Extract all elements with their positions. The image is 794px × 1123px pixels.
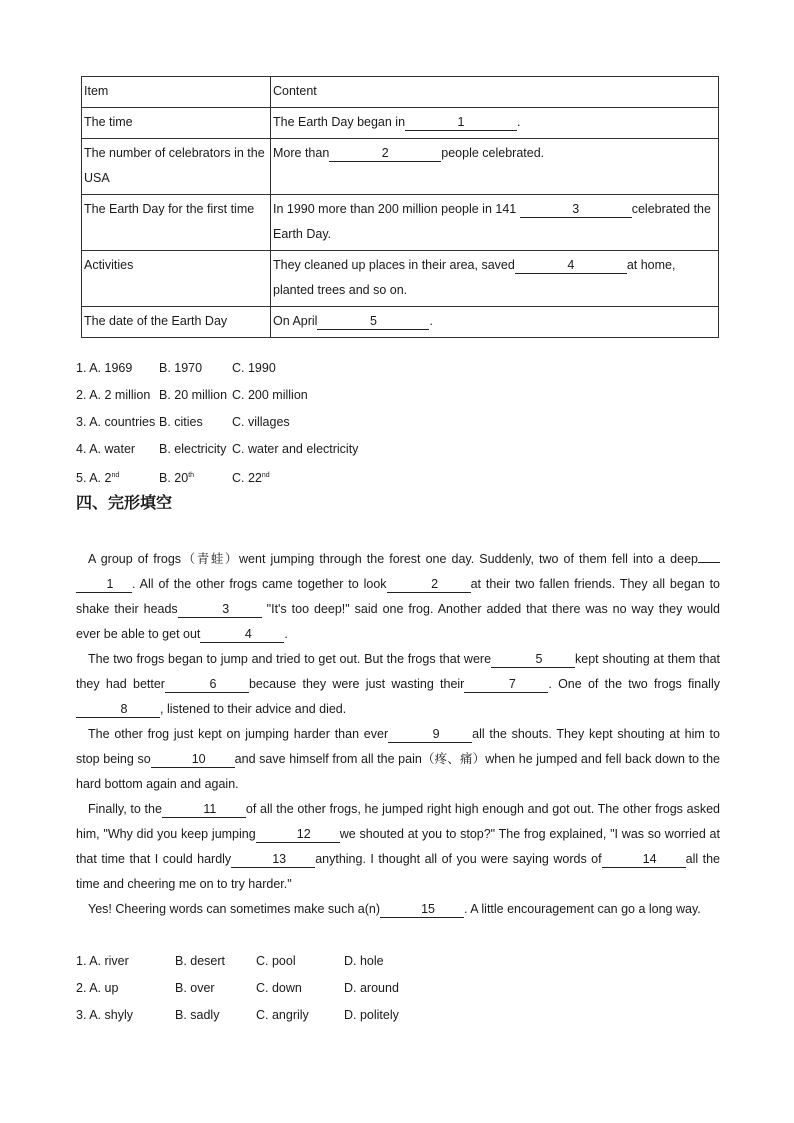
option-b: B. cities [159, 415, 203, 429]
answer-blank: 13 [231, 852, 315, 868]
answer-blank: 4 [515, 258, 627, 274]
answer-blank: 11 [162, 802, 246, 818]
table-row [82, 108, 719, 139]
option-b: B. 20th [159, 471, 195, 486]
option-row [76, 411, 358, 438]
cloze-options [76, 950, 399, 1031]
option-c: C. down [256, 981, 302, 995]
answer-blank: 15 [380, 902, 464, 918]
option-row [76, 465, 358, 492]
row-content: On April 5 . [271, 307, 719, 338]
table-row [82, 195, 719, 251]
option-b: B. over [175, 981, 215, 995]
table-row [82, 307, 719, 338]
option-c: C. 200 million [232, 388, 308, 402]
row-item: Activities [82, 251, 271, 307]
option-a: 1. A. river [76, 954, 129, 968]
row-content: In 1990 more than 200 million people in 141 3 celebrated the Earth Day. [271, 195, 719, 251]
option-b: B. electricity [159, 442, 227, 456]
option-a: 3. A. shyly [76, 1008, 133, 1022]
option-c: C. 1990 [232, 361, 276, 375]
answer-blank: 14 [602, 852, 686, 868]
header-item: Item [82, 77, 271, 108]
answer-blank: 10 [151, 752, 235, 768]
option-c: C. water and electricity [232, 442, 359, 456]
option-b: B. 20 million [159, 388, 228, 402]
option-c: C. 22nd [232, 471, 270, 486]
option-d: D. hole [344, 954, 384, 968]
table-options [76, 357, 358, 492]
answer-blank: 2 [387, 577, 471, 593]
option-c: C. angrily [256, 1008, 309, 1022]
option-b: B. desert [175, 954, 226, 968]
option-d: D. around [344, 981, 399, 995]
option-row [76, 1004, 399, 1031]
row-item: The time [82, 108, 271, 139]
row-content: They cleaned up places in their area, saved 4 at home, planted trees and so on. [271, 251, 719, 307]
answer-blank [698, 562, 720, 563]
option-a: 5. A. 2nd [76, 471, 120, 486]
option-c: C. villages [232, 415, 290, 429]
row-content: The Earth Day began in 1 . [271, 108, 719, 139]
option-row [76, 977, 399, 1004]
row-content: More than 2 people celebrated. [271, 139, 719, 195]
option-row [76, 950, 399, 977]
option-row [76, 384, 358, 411]
paragraph: The two frogs began to jump and tried to get out. But the frogs that were 5 kept shouting at them that they had better 6 because they were just wasting their 7 . One of the two frogs finally8 , listened to their advice and died. [76, 652, 720, 716]
option-a: 2. A. up [76, 981, 119, 995]
paragraph: A group of frogs（青蛙）went jumping through the forest one day. Suddenly, two of them fell into a deep1 . All of the other frogs came together to look 2 at their two fallen friends. They all began to shake their heads 3 "It's too deep!" said one frog. Another added that there was no way they would ever be able to get out 4 . [76, 552, 720, 641]
paragraph: Finally, to the 11 of all the other frogs, he jumped right high enough and got out. The other frogs asked him, "Why did you keep jumping 12 we shouted at you to stop?" The frog explained, "I was so worried at that time that I could hardly 13 anything. I thought all of you were saying words of 14 all the time and cheering me on to try harder." [76, 802, 721, 891]
answer-blank: 3 [178, 602, 262, 618]
answer-blank: 5 [491, 652, 575, 668]
option-row [76, 438, 358, 465]
option-a: 3. A. countries [76, 415, 156, 429]
answer-blank: 1 [76, 577, 132, 593]
option-a: 2. A. 2 million [76, 388, 151, 402]
answer-blank: 7 [464, 677, 548, 693]
answer-blank: 1 [405, 115, 517, 131]
answer-blank: 8 [76, 702, 160, 718]
table-row [82, 139, 719, 195]
answer-blank: 4 [200, 627, 284, 643]
option-row [76, 357, 358, 384]
row-item: The number of celebrators in the USA [82, 139, 271, 195]
paragraph: Yes! Cheering words can sometimes make such a(n) 15 . A little encouragement can go a long way. [88, 902, 701, 916]
option-d: D. politely [344, 1008, 399, 1022]
option-c: C. pool [256, 954, 296, 968]
section-title: 四、完形填空 [76, 493, 173, 512]
answer-blank: 6 [165, 677, 249, 693]
answer-blank: 9 [388, 727, 472, 743]
option-b: B. sadly [175, 1008, 220, 1022]
earth-day-table [81, 76, 719, 338]
header-content: Content [271, 77, 719, 108]
cloze-passage [76, 547, 720, 922]
answer-blank: 3 [520, 202, 632, 218]
option-b: B. 1970 [159, 361, 203, 375]
table-row [82, 251, 719, 307]
table-header-row [82, 77, 719, 108]
row-item: The Earth Day for the first time [82, 195, 271, 251]
option-a: 4. A. water [76, 442, 136, 456]
answer-blank: 5 [317, 314, 429, 330]
option-a: 1. A. 1969 [76, 361, 133, 375]
answer-blank: 2 [329, 146, 441, 162]
row-item: The date of the Earth Day [82, 307, 271, 338]
answer-blank: 12 [256, 827, 340, 843]
paragraph: The other frog just kept on jumping harder than ever 9 all the shouts. They kept shouting at him to stop being so 10 and save himself from all the pain（疼、痛）when he jumped and fell back down to the hard bottom again and again. [76, 727, 720, 791]
